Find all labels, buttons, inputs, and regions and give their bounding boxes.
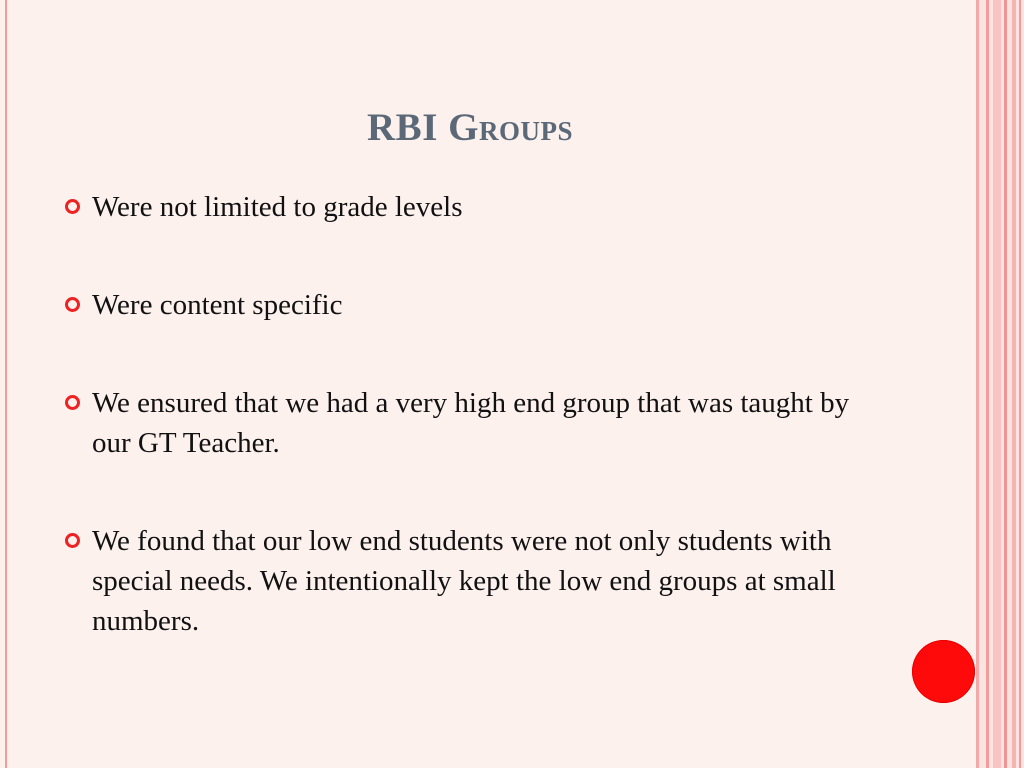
bullet-ring-icon [65,199,80,214]
bullet-list [62,187,852,699]
bullet-text: We found that our low end students were not only students with special needs. We intentionally kept the low end groups at small numbers. [92,525,836,637]
bullet-ring-icon [65,533,80,548]
stripe-line [1004,0,1007,768]
bullet-item [62,187,852,227]
bullet-text: Were content specific [92,289,343,321]
stripe-line [993,0,1001,768]
bullet-ring-icon [65,395,80,410]
stripe-line [976,0,979,768]
red-circle-decoration [912,640,975,703]
stripe-line [986,0,989,768]
bullet-text: Were not limited to grade levels [92,191,463,223]
bullet-text: We ensured that we had a very high end group that was taught by our GT Teacher. [92,387,850,459]
stripe-line [1012,0,1016,768]
stripe-line [1019,0,1021,768]
bullet-item [62,521,852,641]
bullet-item [62,285,852,325]
bullet-item [62,383,852,463]
bullet-ring-icon [65,297,80,312]
slide-title: RBI Groups [367,106,573,149]
